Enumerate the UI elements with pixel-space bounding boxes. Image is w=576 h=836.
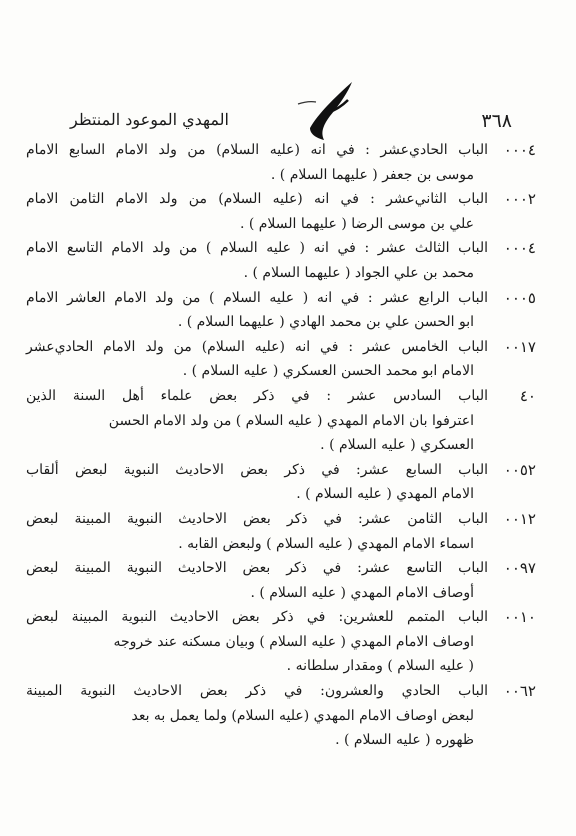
entry-number: ٠٠٠٤ (503, 239, 536, 258)
entry-line: الباب الثالث عشر : في انه ( عليه السلام ) من ولد الامام التاسع الامام (26, 240, 488, 257)
entry-text (26, 679, 488, 753)
entry-line: الباب المتمم للعشرين: في ذكر بعض الاحاديث النبوية المبينة لبعض (26, 609, 488, 626)
contents-entry (26, 384, 536, 458)
contents-entry (26, 679, 536, 753)
entry-line: موسى بن جعفر ( عليهما السلام ) . (270, 166, 474, 183)
entry-text (26, 286, 488, 335)
contents-entry (26, 236, 536, 285)
entry-number: ٠٠٠٢ (503, 190, 536, 209)
entry-line: الباب التاسع عشر: في ذكر بعض الاحاديث النبوية المبينة لبعض (26, 560, 488, 577)
contents-entry (26, 458, 536, 507)
running-title: المهدي الموعود المنتظر (70, 110, 229, 129)
entry-line: اوصاف الامام المهدي ( عليه السلام ) وبيان مسكنه عند خروجه (113, 633, 474, 650)
entry-text (26, 384, 488, 458)
entry-line: محمد بن علي الجواد ( عليهما السلام ) . (243, 264, 474, 281)
contents-entry (26, 286, 536, 335)
entry-line: ابو الحسن علي بن محمد الهادي ( عليهما السلام ) . (177, 314, 474, 331)
entry-line: أوصاف الامام المهدي ( عليه السلام ) . (250, 584, 474, 601)
entry-text (26, 138, 488, 187)
entry-line: الامام المهدي ( عليه السلام ) . (296, 486, 474, 503)
entry-line: الباب السابع عشر: في ذكر بعض الاحاديث النبوية لبعض ألقاب (26, 461, 488, 478)
entry-text (26, 335, 488, 384)
entry-number: ٠٠٩٧ (503, 559, 536, 578)
entry-line: لبعض اوصاف الامام المهدي (عليه السلام) ولما يعمل به بعد (131, 707, 474, 724)
entry-number: ٠٠٠٥ (503, 288, 536, 307)
entry-line: الباب الثامن عشر: في ذكر بعض الاحاديث النبوية المبينة لبعض (26, 510, 488, 527)
entry-line: الباب الرابع عشر : في انه ( عليه السلام ) من ولد الامام العاشر الامام (26, 289, 488, 306)
contents-entry (26, 556, 536, 605)
entry-line: الباب الحادي والعشرون: في ذكر بعض الاحاديث النبوية المبينة (26, 683, 488, 700)
entry-text (26, 187, 488, 236)
entry-line: اسماء الامام المهدي ( عليه السلام ) ولبعض القابه . (178, 535, 474, 552)
entry-number: ٠٠٠٤ (503, 141, 536, 159)
entry-text (26, 507, 488, 556)
contents-entry (26, 138, 536, 187)
contents-entry (26, 335, 536, 384)
entry-number: ٠٠١٧ (503, 337, 536, 356)
entry-text (26, 605, 488, 679)
contents-entry (26, 507, 536, 556)
entry-text (26, 236, 488, 285)
entry-line: الباب السادس عشر : في ذكر بعض علماء أهل السنة الذين (26, 387, 488, 404)
entry-line: علي بن موسى الرضا ( عليهما السلام ) . (239, 215, 474, 232)
entry-line: اعترفوا بان الامام المهدي ( عليه السلام ) من ولد الامام الحسن (108, 412, 474, 429)
entry-line: العسكري ( عليه السلام ) . (320, 437, 474, 454)
contents-entry (26, 187, 536, 236)
entry-line: الباب الخامس عشر : في انه (عليه السلام) من ولد الامام الحادي‌عشر (26, 338, 488, 355)
entry-line: الامام ابو محمد الحسن العسكري ( عليه السلام ) . (182, 363, 474, 380)
entry-number: ٠٠٦٢ (503, 682, 536, 701)
entry-number: ٠٠١٠ (503, 608, 536, 627)
entry-number: ٤٠ (519, 386, 536, 405)
entry-number: ٠٠٥٢ (503, 460, 536, 479)
entry-text (26, 458, 488, 507)
entry-line: الباب الثاني‌عشر : في انه (عليه السلام) من ولد الامام الثامن الامام (26, 191, 488, 208)
entry-line: الباب الحادي‌عشر : في انه (عليه السلام) من ولد الامام السابع الامام (26, 142, 488, 158)
entry-text (26, 556, 488, 605)
page-number: ٣٦٨ (481, 110, 512, 132)
contents-list (26, 138, 536, 753)
entry-line: ظهوره ( عليه السلام ) . (335, 732, 474, 749)
entry-number: ٠٠١٢ (503, 509, 536, 528)
entry-line: ( عليه السلام ) ومقدار سلطانه . (286, 658, 474, 675)
contents-entry (26, 605, 536, 679)
ink-mark-icon (290, 74, 370, 146)
